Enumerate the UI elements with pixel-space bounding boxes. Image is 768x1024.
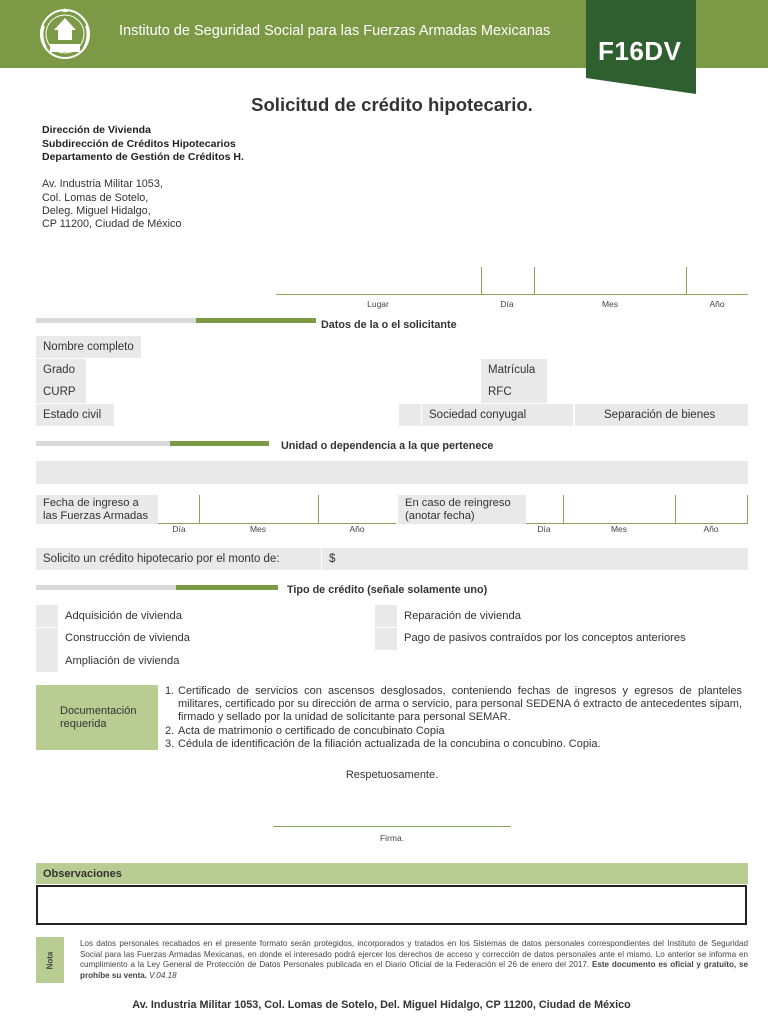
ingreso-dia-label: Día xyxy=(172,524,186,534)
divider xyxy=(199,495,200,523)
item-number: 3. xyxy=(165,737,175,750)
documentation-label-box xyxy=(36,685,158,750)
applicant-section-title: Datos de la o el solicitante xyxy=(321,319,457,331)
recipient-line-3: Departamento de Gestión de Créditos H. xyxy=(42,151,244,163)
sociedad-conyugal-checkbox[interactable] xyxy=(399,404,421,426)
anio-label: Año xyxy=(709,299,725,309)
official-notice: Este documento es oficial y gratuito, se prohíbe su venta. xyxy=(80,960,749,980)
separacion-bienes-checkbox[interactable] xyxy=(575,404,597,426)
page-title: Solicitud de crédito hipotecario. xyxy=(251,94,533,115)
amount-input[interactable] xyxy=(322,548,748,570)
reingreso-mes-label: Mes xyxy=(610,524,628,534)
nombre-field[interactable] xyxy=(36,336,141,358)
observaciones-input[interactable] xyxy=(36,885,747,925)
item-number: 2. xyxy=(165,724,175,737)
lugar-label: Lugar xyxy=(367,299,389,309)
separacion-label: Separación de bienes xyxy=(604,409,716,421)
issfam-logo xyxy=(36,6,94,62)
footer-address: Av. Industria Militar 1053, Col. Lomas de Sotelo, Del. Miguel Hidalgo, CP 11200, Ciudad de México xyxy=(132,999,631,1011)
privacy-text: Los datos personales recabados en el presente formato serán protegidos, incorporados y tratados en los Sistemas de datos personales correspondientes del Instituto de Seguridad Social para las Fuerzas Armadas Mexicanas, en donde el interesado podrá ejercer los derechos de acceso y corrección de datos personales ante el mismo. Lo anterior se informa en cumplimiento a la Ley General de Protección de Datos Personales publicada en el Diario Oficial de la Federación el 26 de enero del 2017. xyxy=(80,939,748,970)
section-bar xyxy=(36,318,196,323)
reingreso-anio-label: Año xyxy=(703,524,719,534)
recipient-line-1: Dirección de Vivienda xyxy=(42,124,151,136)
item-text: Cédula de identificación de la filiación actualizada de la concubina o concubino. Copia. xyxy=(178,737,601,750)
divider xyxy=(747,495,748,523)
section-bar xyxy=(170,441,269,446)
nota-tab xyxy=(36,937,64,983)
sociedad-label: Sociedad conyugal xyxy=(429,409,527,421)
version-text: V.04.18 xyxy=(149,970,177,980)
matricula-label: Matrícula xyxy=(488,364,536,376)
divider xyxy=(534,267,535,294)
address-line-4: CP 11200, Ciudad de México xyxy=(42,218,182,230)
institution-name: Instituto de Seguridad Social para las Fuerzas Armadas Mexicanas xyxy=(119,23,551,39)
ingreso-label-line-2: las Fuerzas Armadas xyxy=(43,510,149,522)
rfc-field[interactable] xyxy=(481,381,547,403)
separacion-bienes-option xyxy=(597,404,748,426)
ampliacion-label: Ampliación de vivienda xyxy=(65,655,180,667)
divider xyxy=(675,495,676,523)
divider xyxy=(318,495,319,523)
pasivos-label: Pago de pasivos contraídos por los conceptos anteriores xyxy=(404,632,686,644)
documentation-label-line-2: requerida xyxy=(60,717,107,730)
documentation-item xyxy=(165,685,742,725)
sociedad-conyugal-option xyxy=(422,404,573,426)
dia-label: Día xyxy=(500,299,514,309)
documentation-item xyxy=(165,725,742,738)
ampliacion-checkbox[interactable] xyxy=(36,650,58,672)
amount-label-box xyxy=(36,548,321,570)
recipient-line-2: Subdirección de Créditos Hipotecarios xyxy=(42,138,236,150)
amount-label: Solicito un crédito hipotecario por el monto de: xyxy=(43,553,280,565)
address-line-1: Av. Industria Militar 1053, xyxy=(42,178,163,190)
construccion-checkbox[interactable] xyxy=(36,628,58,650)
reparacion-label: Reparación de vivienda xyxy=(404,610,521,622)
ingreso-mes-label: Mes xyxy=(249,524,267,534)
nombre-label: Nombre completo xyxy=(43,341,134,353)
ingreso-label-line-1: Fecha de ingreso a xyxy=(43,497,139,509)
item-text: Certificado de servicios con ascensos desglosados, conteniendo fechas de ingresos y egresos de planteles militares, certificado por su dirección de arma o servicio, para personal SEDENA ó extracto de antecedentes sipam, firmado y sellado por la unidad de solicitante para personal SEMAR. xyxy=(178,685,742,724)
reingreso-label-line-2: (anotar fecha) xyxy=(405,510,475,522)
documentation-list xyxy=(165,685,742,751)
estado-civil-field[interactable] xyxy=(36,404,114,426)
construccion-label: Construcción de vivienda xyxy=(65,632,190,644)
ingreso-anio-label: Año xyxy=(349,524,365,534)
signature-line[interactable] xyxy=(273,826,511,827)
estado-civil-label: Estado civil xyxy=(43,409,102,421)
nota-label: Nota xyxy=(45,951,55,969)
reparacion-checkbox[interactable] xyxy=(375,605,397,627)
section-bar xyxy=(36,585,176,590)
form-code: F16DV xyxy=(598,36,682,66)
unit-input[interactable] xyxy=(36,461,748,484)
respetuosamente-text: Respetuosamente. xyxy=(345,769,439,781)
grado-field[interactable] xyxy=(36,359,86,381)
item-text: Acta de matrimonio o certificado de concubinato Copia xyxy=(178,724,445,737)
observaciones-title: Observaciones xyxy=(43,867,122,880)
divider xyxy=(481,267,482,294)
observaciones-header xyxy=(36,863,748,884)
section-bar xyxy=(176,585,278,590)
reingreso-label xyxy=(405,497,511,523)
unit-section-title: Unidad o dependencia a la que pertenece xyxy=(281,440,494,452)
currency-symbol: $ xyxy=(329,553,336,565)
reingreso-dia-label: Día xyxy=(537,524,551,534)
divider xyxy=(563,495,564,523)
rfc-label: RFC xyxy=(488,386,512,398)
item-number: 1. xyxy=(165,685,175,697)
adquisicion-label: Adquisición de vivienda xyxy=(65,610,182,622)
credit-section-title: Tipo de crédito (señale solamente uno) xyxy=(287,584,488,596)
privacy-notice xyxy=(80,939,748,981)
adquisicion-checkbox[interactable] xyxy=(36,605,58,627)
address-line-2: Col. Lomas de Sotelo, xyxy=(42,192,149,204)
divider[interactable] xyxy=(686,267,687,294)
section-bar xyxy=(36,441,170,446)
pasivos-checkbox[interactable] xyxy=(375,628,397,650)
reingreso-label-line-1: En caso de reingreso xyxy=(405,497,511,509)
documentation-item xyxy=(165,738,742,751)
curp-label: CURP xyxy=(43,386,76,398)
firma-label: Firma. xyxy=(379,833,405,843)
curp-field[interactable] xyxy=(36,381,86,403)
mes-label: Mes xyxy=(601,299,619,309)
section-bar xyxy=(196,318,316,323)
place-date-line xyxy=(276,294,748,295)
matricula-field[interactable] xyxy=(481,359,547,381)
documentation-label-line-1: Documentación xyxy=(60,704,137,717)
address-line-3: Deleg. Miguel Hidalgo, xyxy=(42,205,151,217)
ingreso-label xyxy=(43,497,148,523)
grado-label: Grado xyxy=(43,364,75,376)
